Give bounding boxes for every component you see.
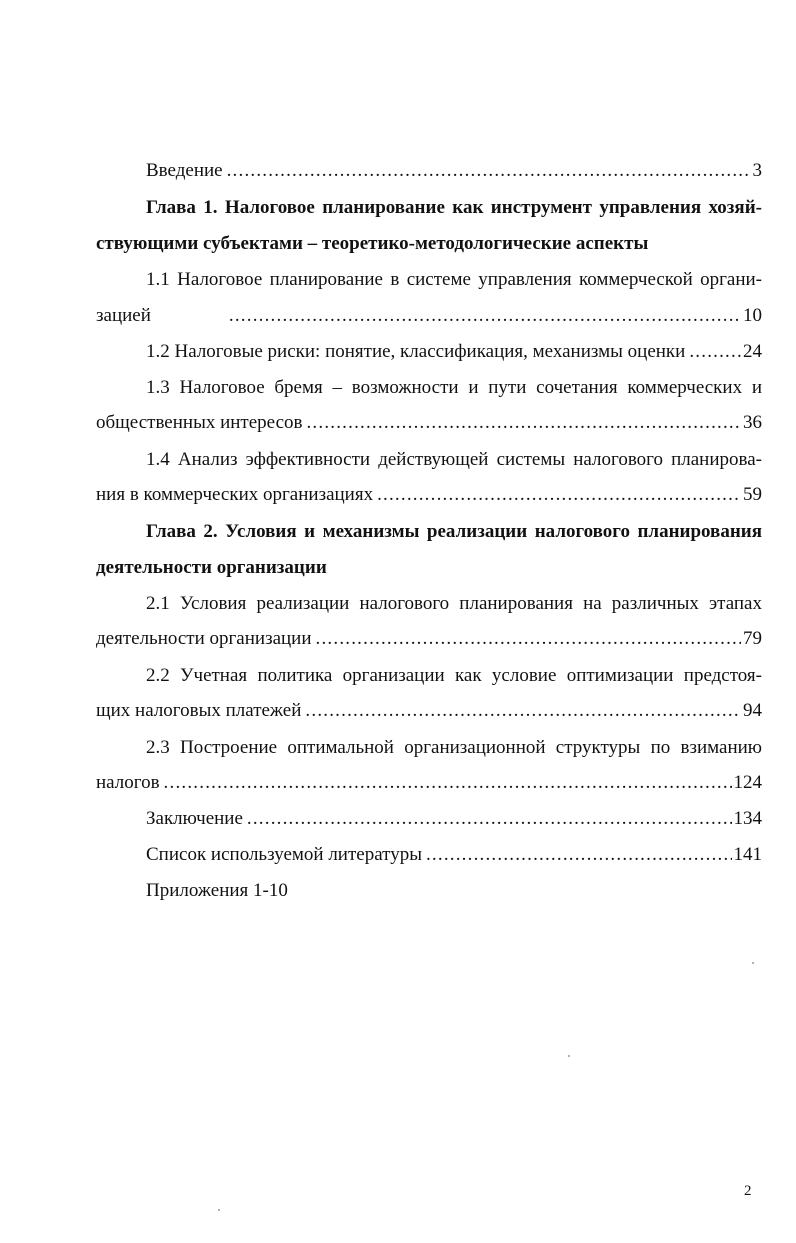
toc-entry-page: 10 bbox=[743, 305, 762, 326]
toc-entry-page: 124 bbox=[733, 772, 762, 793]
toc-entry-appendices: Приложения 1-10 bbox=[146, 880, 288, 901]
toc-entry-2-2-line-2 bbox=[96, 699, 762, 723]
toc-entry-page: 36 bbox=[743, 412, 762, 433]
dot-leader bbox=[306, 411, 741, 435]
toc-entry-1-3-line-1: 1.3 Налоговое бремя – возможности и пути сочетания коммерческих и bbox=[146, 377, 762, 398]
toc-entry-2-1-line-1: 2.1 Условия реализации налогового планирования на различных этапах bbox=[146, 593, 762, 614]
toc-entry-title: зацией bbox=[96, 305, 151, 326]
toc-entry-page: 79 bbox=[743, 628, 762, 649]
toc-entry-page: 59 bbox=[743, 484, 762, 505]
toc-entry-1-1-line-1: 1.1 Налоговое планирование в системе управления коммерческой органи- bbox=[146, 269, 762, 290]
chapter-1-heading-line-1: Глава 1. Налоговое планирование как инструмент управления хозяй- bbox=[146, 197, 762, 218]
dot-leader bbox=[426, 843, 732, 867]
toc-entry-references bbox=[146, 843, 762, 867]
toc-entry-page: 24 bbox=[743, 341, 762, 362]
scan-speck bbox=[752, 962, 754, 964]
toc-entry-title: щих налоговых платежей bbox=[96, 700, 302, 721]
toc-entry-1-3-line-2 bbox=[96, 411, 762, 435]
toc-entry-2-3-line-2 bbox=[96, 771, 762, 795]
dot-leader bbox=[377, 483, 741, 507]
dot-leader bbox=[229, 304, 741, 328]
toc-entry-conclusion bbox=[146, 807, 762, 831]
dot-leader bbox=[689, 340, 741, 364]
toc-entry-intro bbox=[146, 159, 762, 183]
toc-entry-1-4-line-2 bbox=[96, 483, 762, 507]
toc-entry-page: 3 bbox=[752, 160, 762, 181]
toc-entry-1-4-line-1: 1.4 Анализ эффективности действующей системы налогового планирова- bbox=[146, 449, 762, 470]
dot-leader bbox=[305, 699, 741, 723]
toc-entry-title: налогов bbox=[96, 772, 160, 793]
dot-leader bbox=[316, 627, 741, 651]
toc-entry-2-1-line-2 bbox=[96, 627, 762, 651]
toc-entry-2-3-line-1: 2.3 Построение оптимальной организационной структуры по взиманию bbox=[146, 737, 762, 758]
toc-entry-title: Список используемой литературы bbox=[146, 844, 422, 865]
scan-speck bbox=[568, 1055, 570, 1057]
toc-entry-page: 134 bbox=[733, 808, 762, 829]
dot-leader bbox=[247, 807, 732, 831]
toc-entry-title: деятельности организации bbox=[96, 628, 312, 649]
toc-entry-2-2-line-1: 2.2 Учетная политика организации как условие оптимизации предстоя- bbox=[146, 665, 762, 686]
toc-entry-title: 1.2 Налоговые риски: понятие, классификация, механизмы оценки bbox=[146, 341, 686, 362]
toc-entry-title: общественных интересов bbox=[96, 412, 303, 433]
page-number: 2 bbox=[744, 1183, 752, 1199]
toc-entry-1-2 bbox=[146, 340, 762, 364]
toc-entry-title: Заключение bbox=[146, 808, 243, 829]
toc-entry-1-1-line-2 bbox=[96, 304, 762, 328]
dot-leader bbox=[227, 159, 751, 183]
chapter-2-heading-line-2: деятельности организации bbox=[96, 557, 327, 578]
dot-leader bbox=[164, 771, 732, 795]
toc-entry-page: 141 bbox=[733, 844, 762, 865]
chapter-2-heading-line-1: Глава 2. Условия и механизмы реализации налогового планирования bbox=[146, 521, 762, 542]
scan-speck bbox=[218, 1209, 220, 1211]
chapter-1-heading-line-2: ствующими субъектами – теоретико-методологические аспекты bbox=[96, 233, 649, 254]
toc-entry-page: 94 bbox=[743, 700, 762, 721]
toc-entry-title: ния в коммерческих организациях bbox=[96, 484, 374, 505]
toc-entry-title: Введение bbox=[146, 160, 223, 181]
